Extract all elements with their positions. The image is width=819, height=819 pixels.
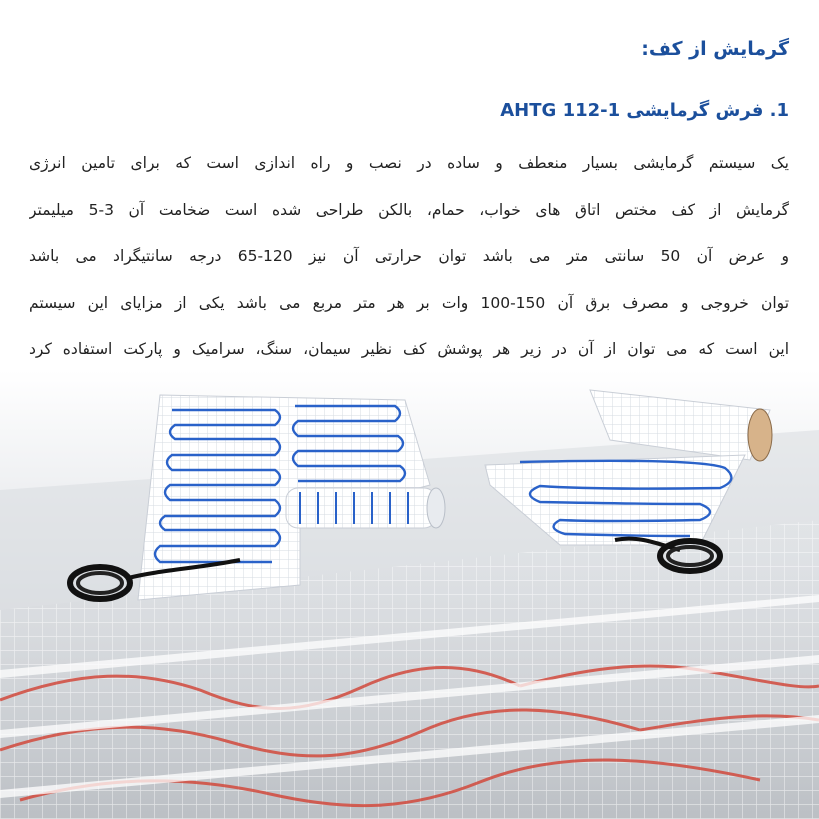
section-heading: گرمایش از کف:: [641, 38, 789, 60]
paragraph-line: و عرض آن 50 سانتی متر می باشد توان حرارتی آن نیز 120-65 درجه سانتیگراد می باشد: [29, 247, 789, 266]
paragraph-line: یک سیستم گرمایشی بسیار منعطف و ساده در نصب و راه اندازی است که برای تامین انرژی: [29, 154, 789, 172]
product-photo: [0, 370, 819, 819]
paragraph-line: توان خروجی و مصرف برق آن 150-100 وات بر هر متر مربع می باشد یکی از مزایای این سیستم: [29, 293, 789, 312]
description-paragraph: [29, 140, 789, 373]
heating-mat-small-roll: [286, 488, 445, 528]
product-illustration: [0, 370, 819, 819]
paragraph-line: گرمایش از کف مختص اتاق های خواب، حمام، بالکن طراحی شده است ضخامت آن 3-5 میلیمتر: [29, 200, 789, 219]
paragraph-line: این است که می توان از آن در زیر هر پوشش کف نظیر سیمان، سنگ، سرامیک و پارکت استفاده کرد: [29, 340, 789, 359]
text-block: [0, 0, 819, 370]
product-subheading: 1. فرش گرمایشی AHTG 112-1: [500, 100, 789, 121]
